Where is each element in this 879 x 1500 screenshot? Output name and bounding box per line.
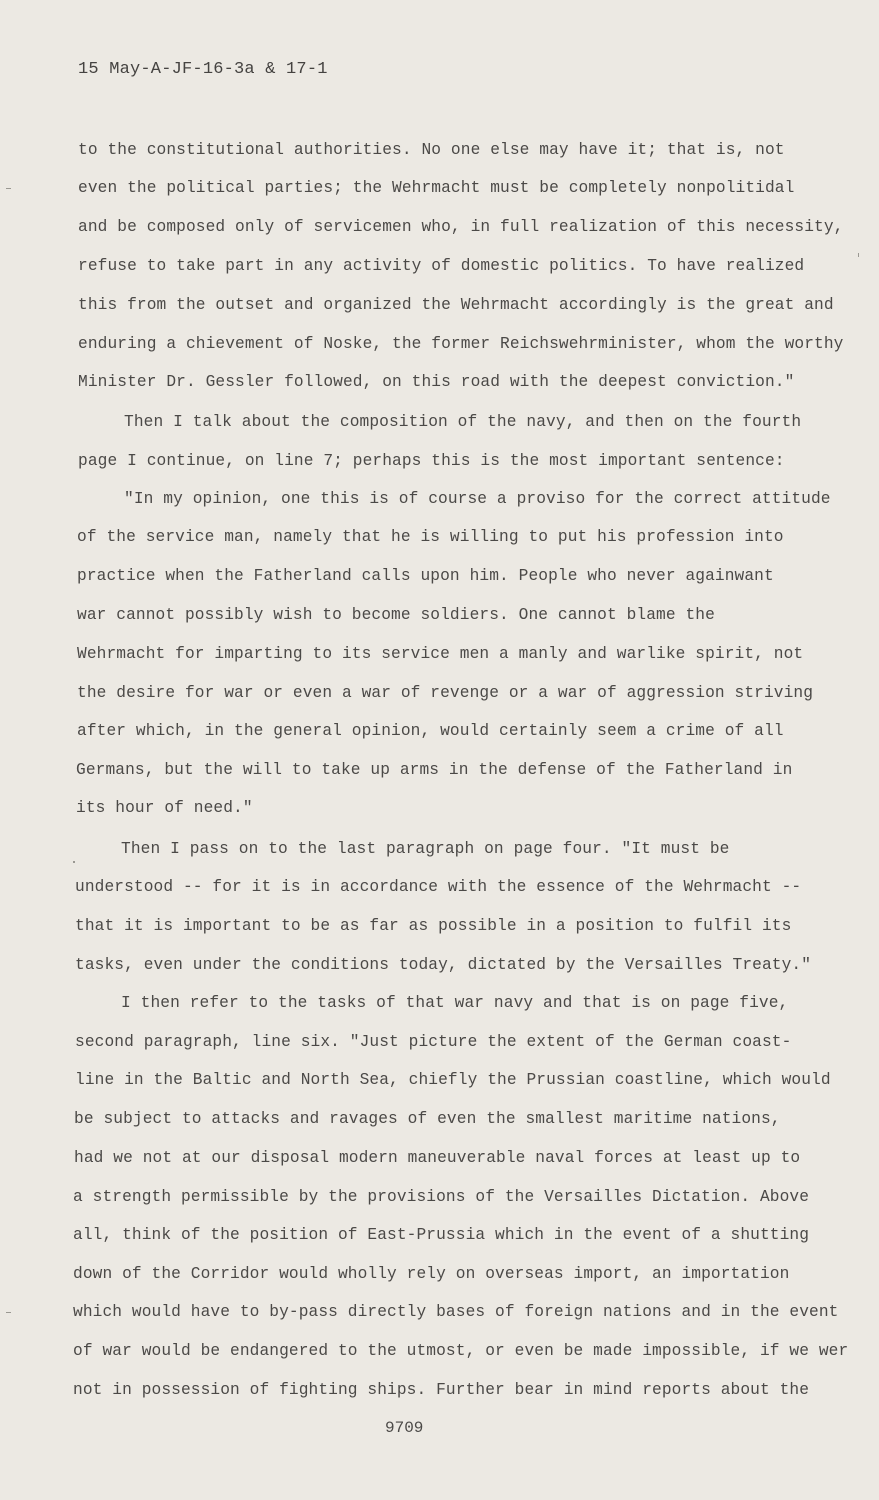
text-line: its hour of need." (76, 799, 253, 817)
text-line: not in possession of fighting ships. Further bear in mind reports about the (73, 1381, 810, 1399)
text-line: this from the outset and organized the Wehrmacht accordingly is the great and (78, 296, 834, 314)
margin-mark (6, 188, 11, 189)
text-line: to the constitutional authorities. No one else may have it; that is, not (78, 141, 785, 159)
margin-mark (73, 861, 75, 863)
text-line: page I continue, on line 7; perhaps this is the most important sentence: (78, 452, 785, 470)
text-line: a strength permissible by the provisions of the Versailles Dictation. Above (73, 1188, 810, 1206)
text-line: that it is important to be as far as possible in a position to fulfil its (75, 917, 792, 935)
text-line: refuse to take part in any activity of domestic politics. To have realized (78, 257, 805, 275)
document-header: 15 May-A-JF-16-3a & 17-1 (78, 60, 328, 79)
text-line: Then I pass on to the last paragraph on page four. "It must be (121, 840, 730, 858)
text-line: tasks, even under the conditions today, dictated by the Versailles Treaty." (75, 956, 812, 974)
text-line: enduring a chievement of Noske, the former Reichswehrminister, whom the worthy (78, 335, 844, 353)
text-line: "In my opinion, one this is of course a proviso for the correct attitude (124, 490, 831, 508)
margin-mark (6, 1312, 11, 1313)
page-number: 9709 (385, 1419, 424, 1437)
text-line: line in the Baltic and North Sea, chiefly the Prussian coastline, which would (75, 1071, 831, 1089)
text-line: the desire for war or even a war of revenge or a war of aggression striving (77, 684, 814, 702)
text-line: Then I talk about the composition of the navy, and then on the fourth (124, 413, 802, 431)
text-line: after which, in the general opinion, would certainly seem a crime of all (77, 722, 784, 740)
text-line: Germans, but the will to take up arms in the defense of the Fatherland in (76, 761, 793, 779)
text-line: of the service man, namely that he is willing to put his profession into (77, 528, 784, 546)
text-line: practice when the Fatherland calls upon him. People who never againwant (77, 567, 774, 585)
text-line: I then refer to the tasks of that war navy and that is on page five, (121, 994, 789, 1012)
margin-mark (858, 253, 859, 257)
text-line: second paragraph, line six. "Just picture the extent of the German coast- (75, 1033, 792, 1051)
text-line: down of the Corridor would wholly rely on overseas import, an importation (73, 1265, 790, 1283)
text-line: and be composed only of servicemen who, in full realization of this necessity, (78, 218, 844, 236)
text-line: Minister Dr. Gessler followed, on this road with the deepest conviction." (78, 373, 795, 391)
text-line: all, think of the position of East-Prussia which in the event of a shutting (73, 1226, 810, 1244)
text-line: of war would be endangered to the utmost, or even be made impossible, if we wer (73, 1342, 849, 1360)
text-line: which would have to by-pass directly bases of foreign nations and in the event (73, 1303, 839, 1321)
text-line: war cannot possibly wish to become soldiers. One cannot blame the (77, 606, 715, 624)
text-line: even the political parties; the Wehrmacht must be completely nonpolitidal (78, 179, 795, 197)
text-line: understood -- for it is in accordance with the essence of the Wehrmacht -- (75, 878, 802, 896)
text-line: had we not at our disposal modern maneuverable naval forces at least up to (74, 1149, 801, 1167)
text-line: be subject to attacks and ravages of even the smallest maritime nations, (74, 1110, 781, 1128)
text-line: Wehrmacht for imparting to its service men a manly and warlike spirit, not (77, 645, 804, 663)
